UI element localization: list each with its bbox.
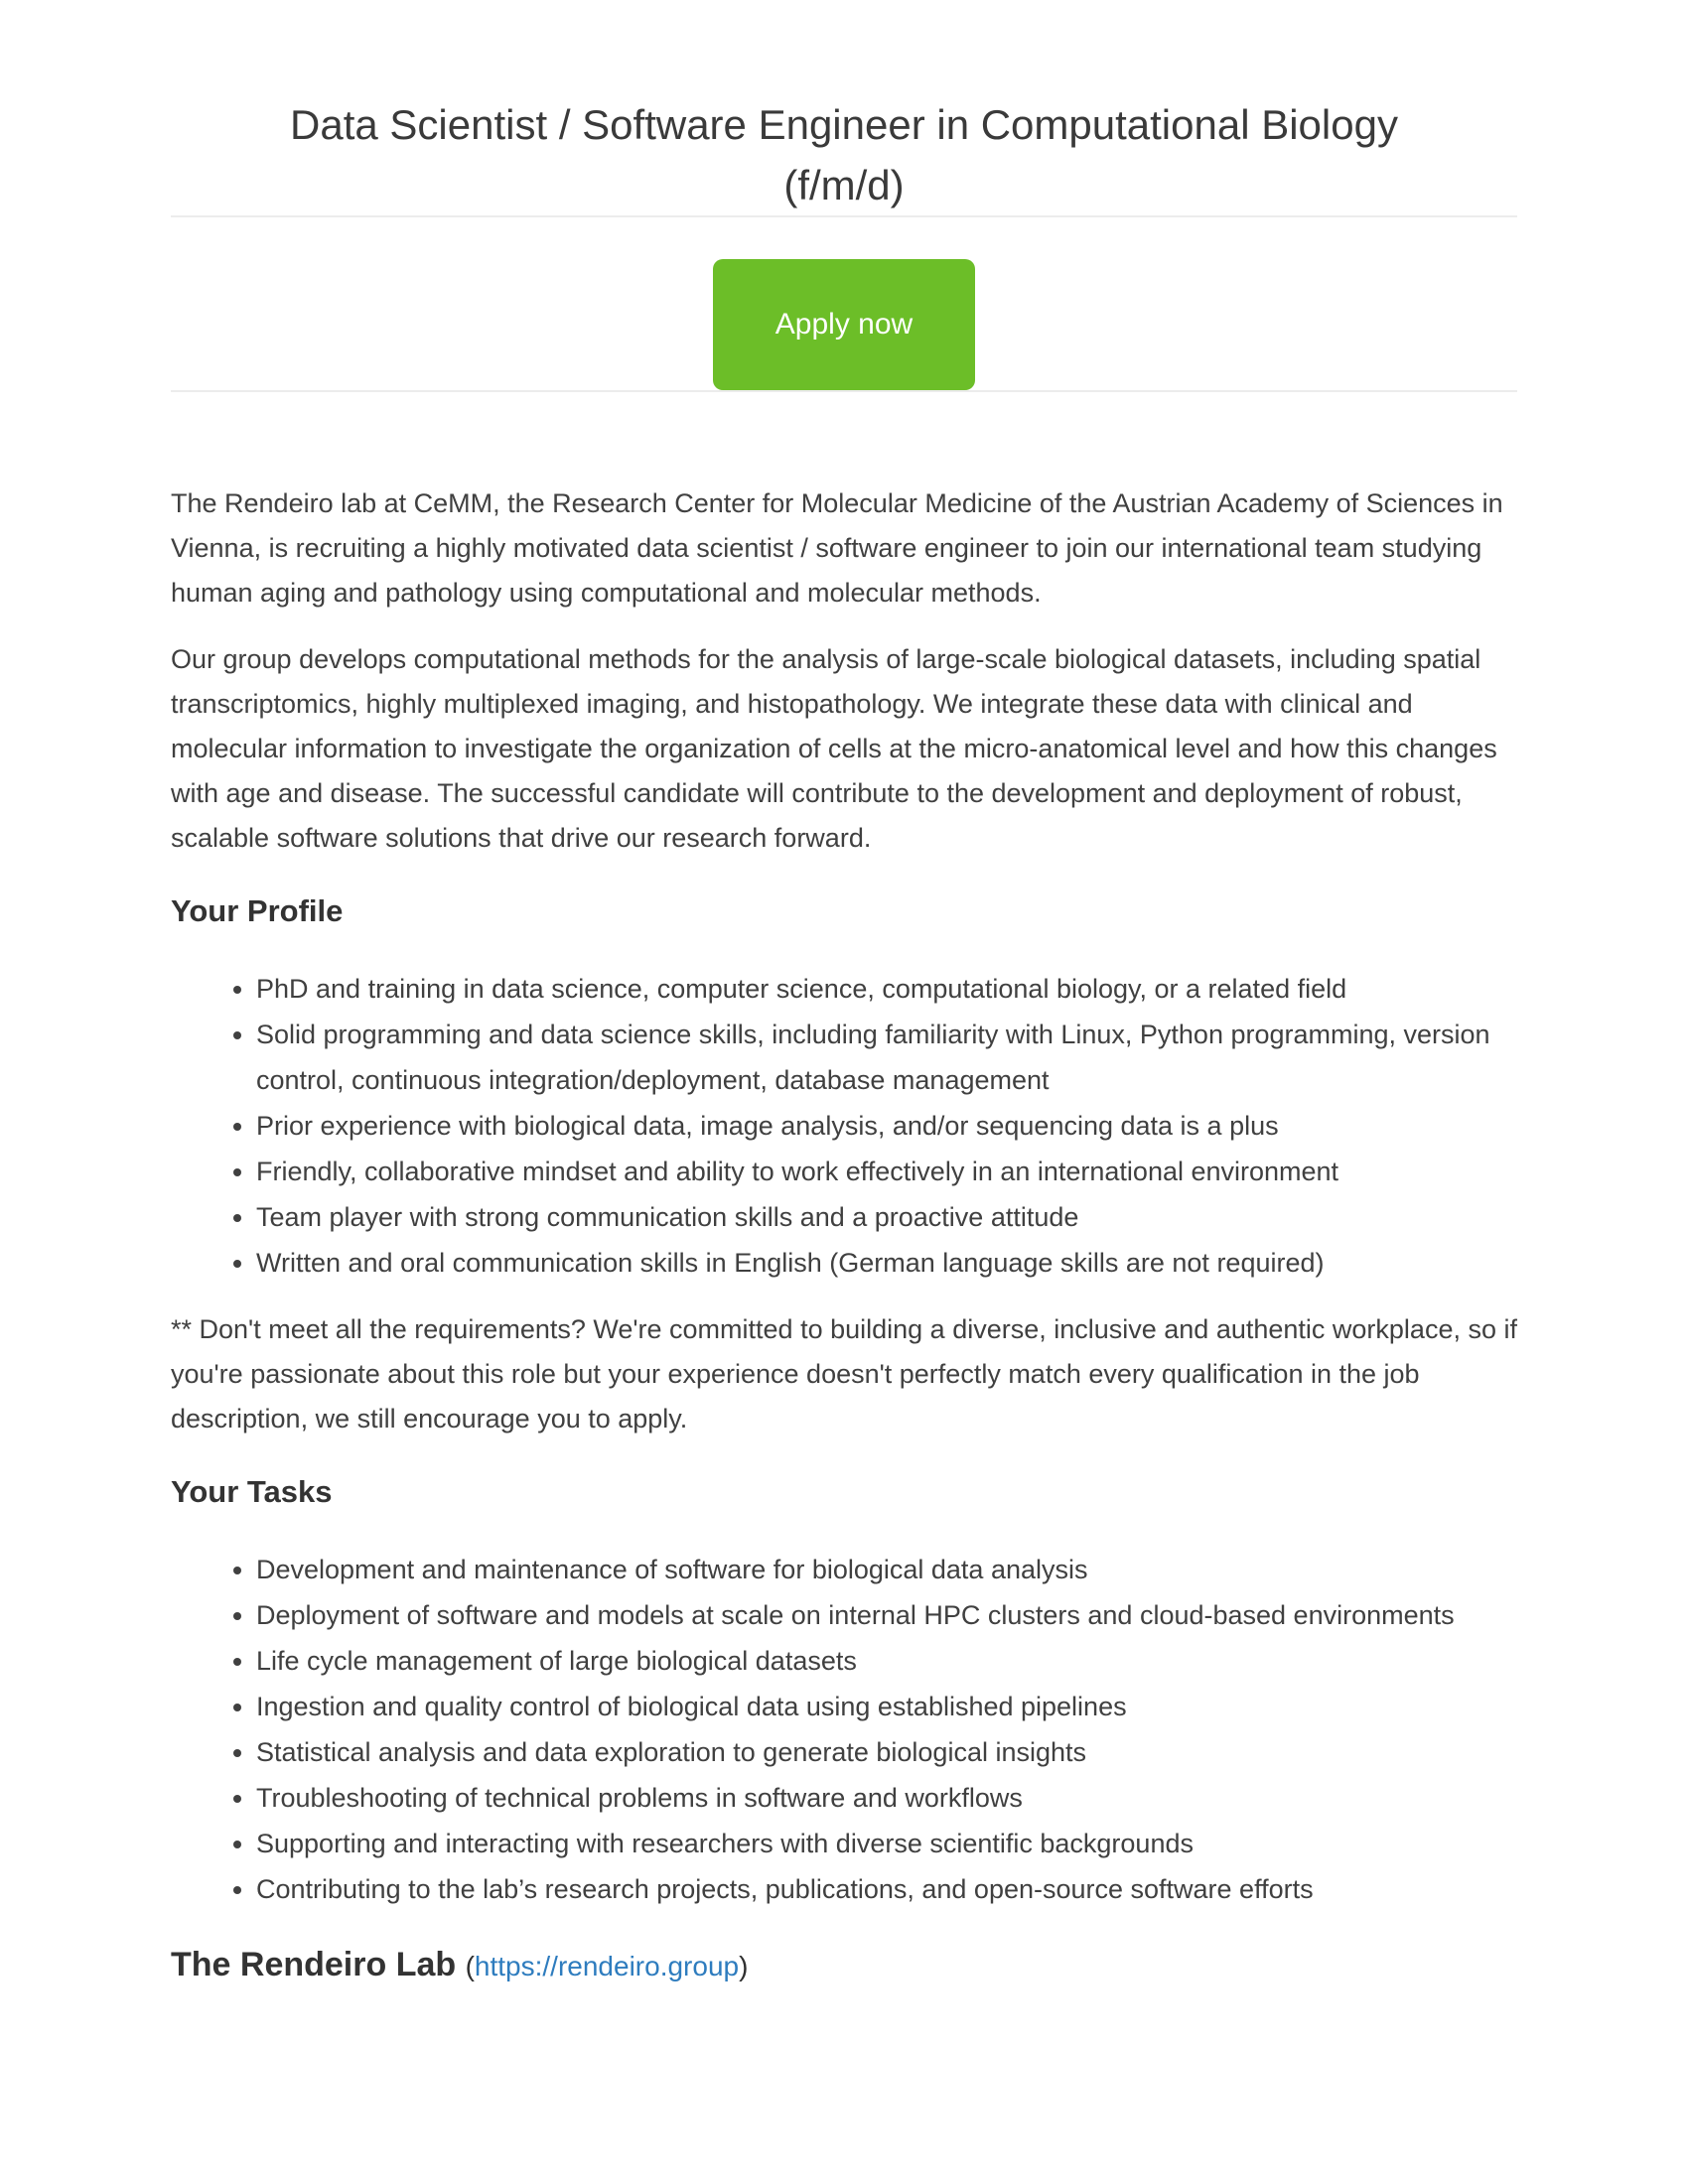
list-item: • Deployment of software and models at scale on internal HPC clusters and cloud-based environments xyxy=(256,1592,1517,1638)
list-item: • Ingestion and quality control of biological data using established pipelines xyxy=(256,1684,1517,1729)
intro-paragraph-1: The Rendeiro lab at CeMM, the Research Center for Molecular Medicine of the Austrian Academy of Sciences in Vienna, is recruiting a highly motivated data scientist / software engineer to join our international team studying human aging and pathology using computational and molecular methods. xyxy=(171,488,1503,608)
list-item: • Solid programming and data science skills, including familiarity with Linux, Python programming, version control, continuous integration/deployment, database management xyxy=(256,1012,1517,1103)
list-item: • Supporting and interacting with researchers with diverse scientific backgrounds xyxy=(256,1821,1517,1866)
apply-now-button[interactable]: Apply now xyxy=(713,259,975,390)
section-heading-your-profile: Your Profile xyxy=(171,893,344,928)
list-item: • Statistical analysis and data exploration to generate biological insights xyxy=(256,1729,1517,1775)
list-item: • Life cycle management of large biological datasets xyxy=(256,1638,1517,1684)
lab-link-open-paren: ( xyxy=(465,1951,475,1981)
list-item: • Development and maintenance of software for biological data analysis xyxy=(256,1547,1517,1592)
section-heading-your-tasks: Your Tasks xyxy=(171,1474,333,1509)
list-item: • PhD and training in data science, computer science, computational biology, or a related field xyxy=(256,966,1517,1012)
apply-button-row xyxy=(171,259,1517,390)
list-item: • Written and oral communication skills in English (German language skills are not required) xyxy=(256,1240,1517,1286)
list-item: • Friendly, collaborative mindset and ability to work effectively in an international environment xyxy=(256,1149,1517,1194)
lab-heading xyxy=(171,1942,1517,1989)
tasks-bullet-list xyxy=(171,1547,1517,1912)
lab-website-link[interactable]: https://rendeiro.group xyxy=(474,1951,740,1981)
diversity-note: ** Don't meet all the requirements? We're committed to building a diverse, inclusive and authentic workplace, so if you're passionate about this role but your experience doesn't perfectly match every qualification in the job description, we still encourage you to apply. xyxy=(171,1314,1517,1433)
list-item: • Contributing to the lab’s research projects, publications, and open-source software efforts xyxy=(256,1866,1517,1912)
list-item: • Prior experience with biological data, image analysis, and/or sequencing data is a plus xyxy=(256,1103,1517,1149)
lab-heading-text: The Rendeiro Lab xyxy=(171,1946,457,1983)
page-title: Data Scientist / Software Engineer in Computational Biology (f/m/d) xyxy=(290,101,1398,208)
divider-top xyxy=(171,215,1517,217)
list-item: • Troubleshooting of technical problems in software and workflows xyxy=(256,1775,1517,1821)
divider-bottom xyxy=(171,390,1517,392)
lab-link-paren xyxy=(466,1951,749,1981)
list-item: • Team player with strong communication skills and a proactive attitude xyxy=(256,1194,1517,1240)
intro-paragraph-2: Our group develops computational methods for the analysis of large-scale biological datasets, including spatial transcriptomics, highly multiplexed imaging, and histopathology. We integrate these data with clinical and molecular information to investigate the organization of cells at the micro-anatomical level and how this changes with age and disease. The successful candidate will contribute to the development and deployment of robust, scalable software solutions that drive our research forward. xyxy=(171,644,1497,853)
lab-link-close-paren: ) xyxy=(739,1951,749,1981)
profile-bullet-list xyxy=(171,966,1517,1286)
